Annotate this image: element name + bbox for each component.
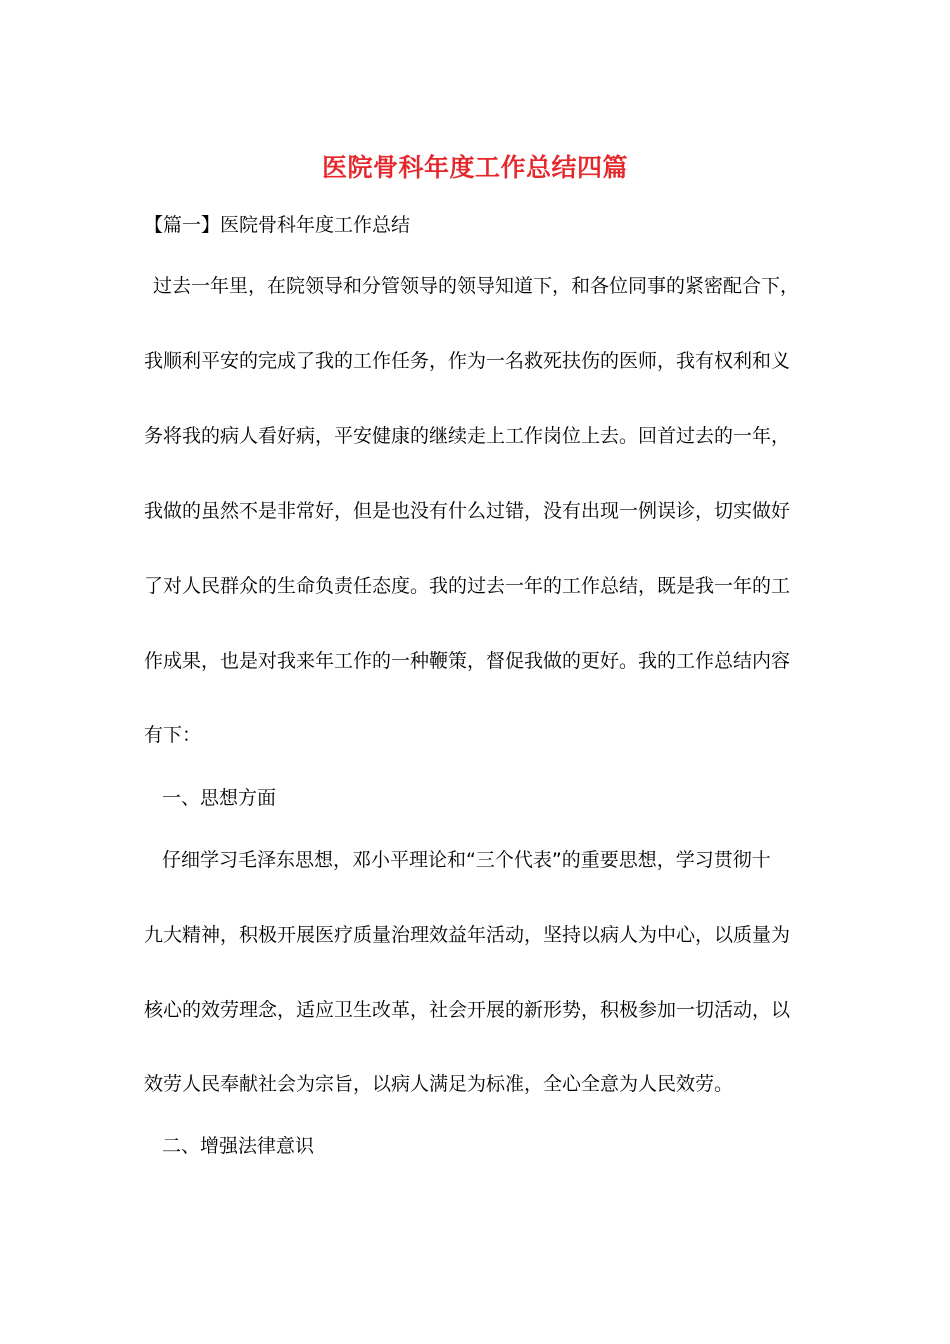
paragraph-line: 过去一年里，在院领导和分管领导的领导知道下，和各位同事的紧密配合下， <box>153 275 800 297</box>
paragraph-line: 作成果，也是对我来年工作的一种鞭策，督促我做的更好。我的工作总结内容 <box>144 650 791 672</box>
subheading: 一、思想方面 <box>162 787 277 809</box>
paragraph-line: 我顺利平安的完成了我的工作任务，作为一名救死扶伤的医师，我有权利和义 <box>144 350 791 372</box>
paragraph-line: 效劳人民奉献社会为宗旨，以病人满足为标准，全心全意为人民效劳。 <box>144 1073 734 1095</box>
paragraph-line: 有下： <box>144 724 202 746</box>
paragraph-line: 九大精神，积极开展医疗质量治理效益年活动，坚持以病人为中心，以质量为 <box>144 924 791 946</box>
document-title: 医院骨科年度工作总结四篇 <box>321 153 628 182</box>
paragraph-line: 核心的效劳理念，适应卫生改革，社会开展的新形势，积极参加一切活动，以 <box>144 999 791 1021</box>
section-heading: 【篇一】医院骨科年度工作总结 <box>144 214 411 236</box>
subheading: 二、增强法律意识 <box>162 1135 315 1157</box>
paragraph-line: 我做的虽然不是非常好，但是也没有什么过错，没有出现一例误诊，切实做好 <box>144 500 791 522</box>
paragraph-line: 了对人民群众的生命负责任态度。我的过去一年的工作总结，既是我一年的工 <box>144 575 791 597</box>
paragraph-line: 仔细学习毛泽东思想，邓小平理论和“三个代表”的重要思想，学习贯彻十 <box>162 849 771 871</box>
paragraph-line: 务将我的病人看好病，平安健康的继续走上工作岗位上去。回首过去的一年， <box>144 425 791 447</box>
